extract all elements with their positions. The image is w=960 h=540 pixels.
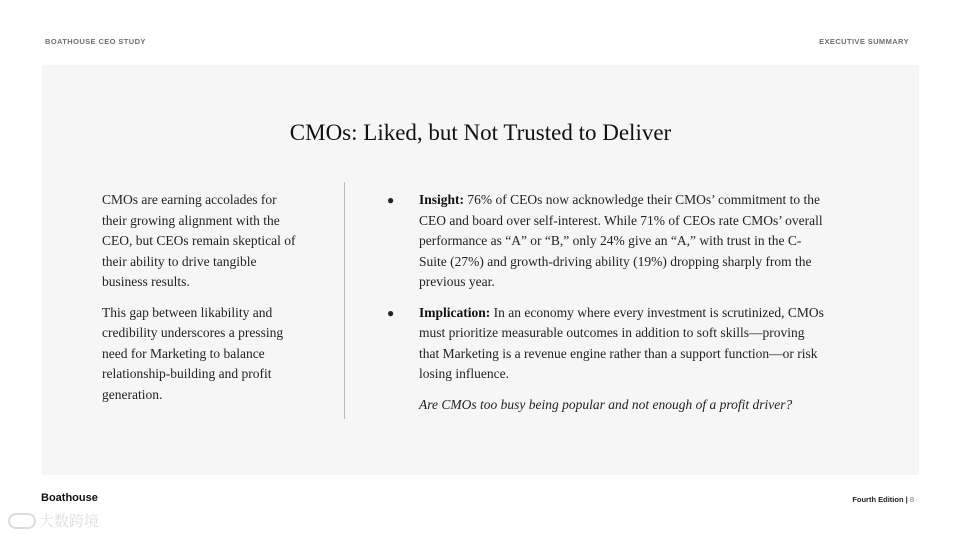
closing-question: Are CMOs too busy being popular and not enough of a profit driver? — [419, 396, 793, 412]
implication-bullet — [387, 303, 827, 385]
watermark-text: 大数跨境 — [39, 512, 100, 530]
edition-footer — [852, 495, 914, 504]
bullet-dot-icon: ● — [387, 193, 395, 207]
summary-paragraph: CMOs are earning accolades for their growing alignment with the CEO, but CEOs remain skeptical of their ability to drive tangible business results. — [102, 192, 296, 289]
insight-bullet — [387, 190, 827, 293]
edition-label: Fourth Edition | — [852, 495, 908, 504]
watermark-logo-icon — [8, 513, 36, 529]
slide-title: CMOs: Liked, but Not Trusted to Deliver — [289, 120, 672, 145]
implication-label: Implication: — [419, 304, 491, 320]
watermark — [8, 510, 99, 531]
summary-paragraph: This gap between likability and credibility underscores a pressing need for Marketing to balance relationship-building and profit generation. — [102, 304, 284, 402]
page-number: 8 — [909, 495, 914, 504]
brand-logo: Boathouse — [41, 492, 98, 504]
insight-label: Insight: — [419, 192, 465, 207]
bullet-dot-icon: ● — [387, 305, 395, 320]
implication-text: In an economy where every investment is scrutinized, CMOs must prioritize measurable outcomes in addition to soft skills—proving that Marketing is a revenue engine rather than a support function—or risk losing influence. — [419, 304, 824, 381]
summary-column — [102, 190, 302, 415]
content-panel — [42, 65, 919, 475]
column-divider — [344, 182, 345, 419]
bullet-column — [387, 190, 827, 415]
insight-text: 76% of CEOs now acknowledge their CMOs’ commitment to the CEO and board over self-interest. While 71% of CEOs rate CMOs’ overall performance as “A” or “B,” only 24% give an “A,” with trust in the C-Suite (27%) and growth-driving ability (19%) dropping sharply from the previous year. — [419, 192, 823, 289]
study-label: BOATHOUSE CEO STUDY — [45, 37, 146, 46]
section-label: EXECUTIVE SUMMARY — [819, 37, 909, 46]
